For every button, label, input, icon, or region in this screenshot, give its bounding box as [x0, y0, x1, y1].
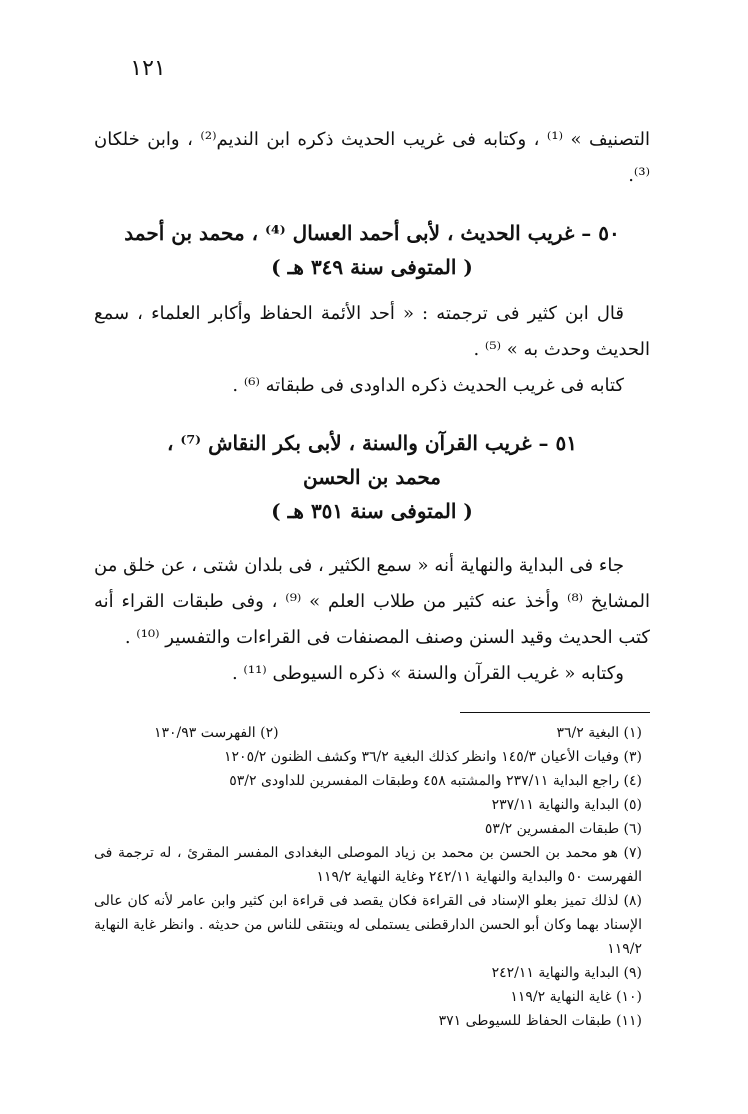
- footnote-10: (١٠) غاية النهاية ١١٩/٢: [510, 989, 642, 1005]
- footnotes-block: [94, 721, 650, 1033]
- footnote-8: (٨) لذلك تميز بعلو الإسناد فى القراءة فكان يقصد فى قراءة ابن كثير وابن عامر لأنه كان عالى الإسناد بهما وكان أبو الحسن الدارقطنى يستملى له وينتقى للناس من حديثه . وانظر غاية النهاية ١١٩/٢: [94, 893, 642, 957]
- footnote-row-1-2: [94, 721, 642, 745]
- footnote-1: (١) البغية ٣٦/٢: [556, 725, 642, 741]
- footnote-6: (٦) طبقات المفسرين ٥٣/٢: [484, 821, 642, 837]
- intro-paragraph: التصنيف » ⁽¹⁾ ، وكتابه فى غريب الحديث ذكره ابن النديم⁽²⁾ ، وابن خلكان ⁽³⁾.: [94, 129, 651, 186]
- section-51-title: ٥١ – غريب القرآن والسنة ، لأبى بكر النقاش ⁽⁷⁾ ،: [167, 431, 577, 455]
- section-51-paragraph-2: وكتابه « غريب القرآن والسنة » ذكره السيوطى ⁽¹¹⁾ .: [231, 663, 624, 684]
- section-51-paragraph-1: جاء فى البداية والنهاية أنه « سمع الكثير ، فى بلدان شتى ، عن خلق من المشايخ ⁽⁸⁾ وأخذ عنه كثير من طلاب العلم » ⁽⁹⁾ ، وفى طبقات القراء أنه كتب الحديث وقيد السنن وصنف المصنفات فى القراءات والتفسير ⁽¹⁰⁾ .: [94, 555, 650, 648]
- section-50-death-date: ( المتوفى سنة ٣٤٩ هـ ): [271, 255, 473, 279]
- section-51-death-date: ( المتوفى سنة ٣٥١ هـ ): [271, 499, 473, 523]
- footnote-7: (٧) هو محمد بن الحسن بن محمد بن زياد الموصلى البغدادى المفسر المقرئ ، له ترجمة فى الفهرست ٥٠ والبداية والنهاية ٢٤٢/١١ وغاية النهاية ١١٩/٢: [94, 845, 642, 885]
- page-number: ١٢١: [130, 56, 166, 81]
- section-50-paragraph-1: قال ابن كثير فى ترجمته : « أحد الأئمة الحفاظ وأكابر العلماء ، سمع الحديث وحدث به » ⁽⁵⁾ .: [94, 303, 650, 360]
- footnote-2: (٢) الفهرست ١٣٠/٩٣: [154, 725, 279, 741]
- section-50-paragraph-2: كتابه فى غريب الحديث ذكره الداودى فى طبقاته ⁽⁶⁾ .: [232, 375, 624, 396]
- footnote-4: (٤) راجع البداية ٢٣٧/١١ والمشتبه ٤٥٨ وطبقات المفسرين للداودى ٥٣/٢: [229, 773, 642, 789]
- footnote-3: (٣) وفيات الأعيان ١٤٥/٣ وانظر كذلك البغية ٣٦/٢ وكشف الظنون ١٢٠٥/٢: [224, 749, 642, 765]
- section-50-title: ٥٠ – غريب الحديث ، لأبى أحمد العسال ⁽⁴⁾ ، محمد بن أحمد: [124, 221, 620, 245]
- section-51-author-name: محمد بن الحسن: [302, 465, 442, 489]
- footnote-9: (٩) البداية والنهاية ٢٤٢/١١: [491, 965, 642, 981]
- page-body: [94, 122, 650, 1033]
- footnote-11: (١١) طبقات الحفاظ للسيوطى ٣٧١: [438, 1013, 642, 1029]
- footnote-5: (٥) البداية والنهاية ٢٣٧/١١: [491, 797, 642, 813]
